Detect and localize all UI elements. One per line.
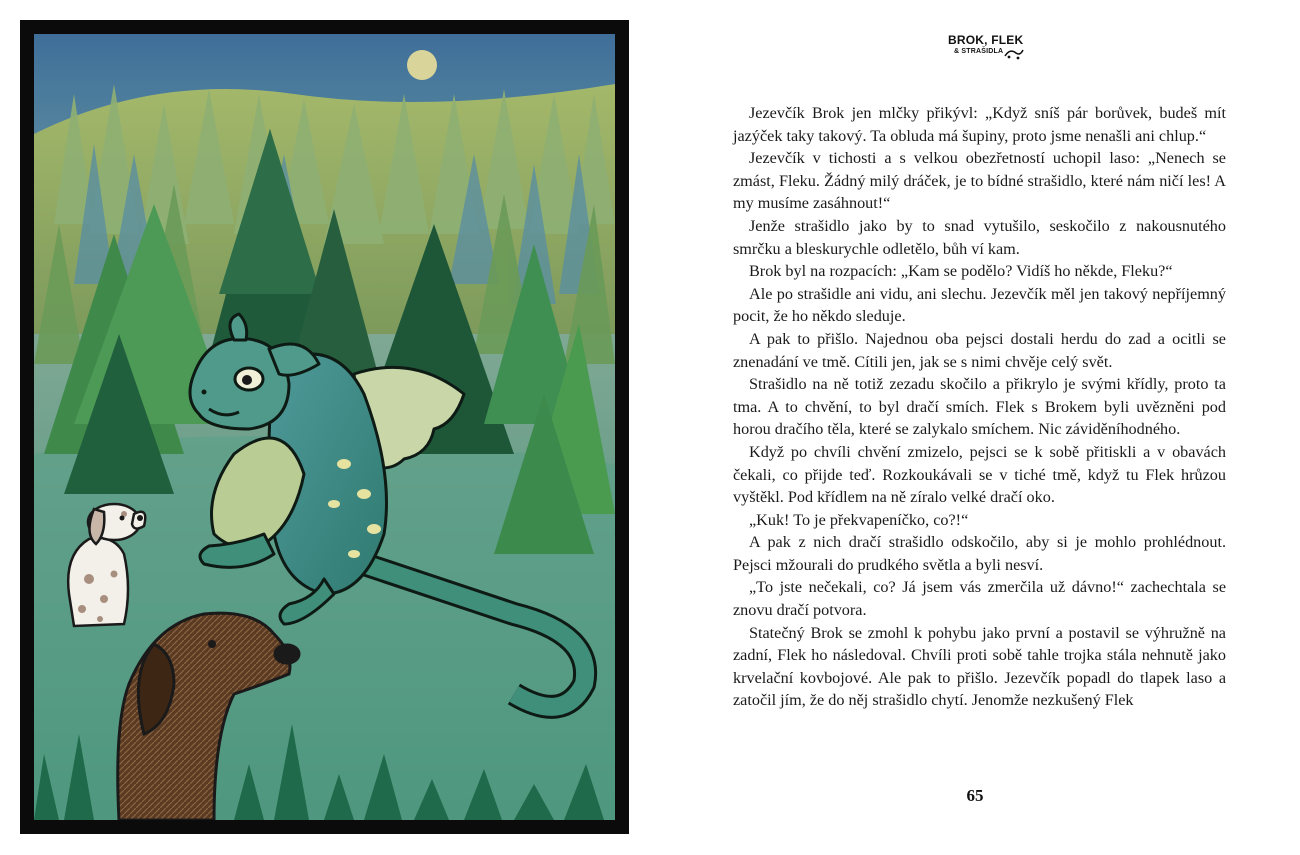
- paragraph: „To jste nečekali, co? Já jsem vás zmerčila už dávno!“ zachechtala se znovu dračí potvora.: [733, 578, 1226, 620]
- moon-icon: [407, 50, 437, 80]
- story-text: [733, 102, 1226, 712]
- paragraph: Ale po strašidle ani vidu, ani slechu. Jezevčík měl jen takový nepříjemný pocit, že ho někdo sleduje.: [733, 284, 1226, 326]
- running-head-title: BROK, FLEK: [948, 33, 1024, 47]
- paragraph: Strašidlo na ně totiž zezadu skočilo a přikrylo je svými křídly, proto ta tma. A to chvění, to byl dračí smích. Flek s Brokem byli uvězněni pod horou dračího těla, které se zalykalo smíchem. Nic záviděníhodného.: [733, 375, 1226, 439]
- paragraph: Jezevčík v tichosti a s velkou obezřetností uchopil laso: „Nenech se zmást, Fleku. Žádný milý dráček, je to bídné strašidlo, které nám ničí les! A my musíme zasáhnout!“: [733, 149, 1226, 213]
- paragraph: Jezevčík Brok jen mlčky přikývl: „Když sníš pár borůvek, budeš mít jazýček taky takový. Ta obluda má šupiny, proto jsme nenašli ani chlup.“: [733, 104, 1226, 145]
- illustration-frame: [20, 20, 629, 834]
- running-head-logo: [948, 34, 1028, 68]
- paragraph: A pak to přišlo. Najednou oba pejsci dostali herdu do zad a ocitli se znenadání ve tmě. Cítili jen, jak se s nimi chvěje celý svět.: [733, 329, 1226, 371]
- paragraph: A pak z nich dračí strašidlo odskočilo, aby si je mohlo prohlédnout. Pejsci mžourali do prudkého světla a byli nesví.: [733, 533, 1226, 574]
- paragraph: Jenže strašidlo jako by to snad vytušilo, seskočilo z nakousnutého smrčku a bleskurychle odletělo, bůh ví kam.: [733, 216, 1226, 258]
- paragraph: „Kuk! To je překvapeníčko, co?!“: [749, 510, 969, 529]
- paragraph: Brok byl na rozpacích: „Kam se podělo? Vidíš ho někde, Fleku?“: [749, 262, 1173, 281]
- paragraph: Statečný Brok se zmohl k pohybu jako první a postavil se výhružně na zadní, Flek ho následoval. Chvíli proti sobě tahle trojka stála nehnutě jako krvelační kovbojové. Ale pak to přišlo. Jezevčík popadl do tlapek laso a zatočil jím, že do něj strašidlo chytí. Jenomže nezkušený Flek: [733, 623, 1226, 710]
- text-page: [650, 0, 1300, 855]
- forest-scene: [34, 34, 615, 820]
- paw-print-icon: [1004, 46, 1024, 60]
- illustration: [34, 34, 615, 820]
- page-number: 65: [966, 786, 984, 805]
- paragraph: Když po chvíli chvění zmizelo, pejsci se k sobě přitiskli a v obavách čekali, co přijde teď. Rozkoukávali se v tiché tmě, když tu Flek hrůzou vyštěkl. Pod křídlem na ně zíralo velké dračí oko.: [733, 442, 1226, 507]
- running-head-subtitle: & STRAŠIDLA: [954, 48, 1004, 55]
